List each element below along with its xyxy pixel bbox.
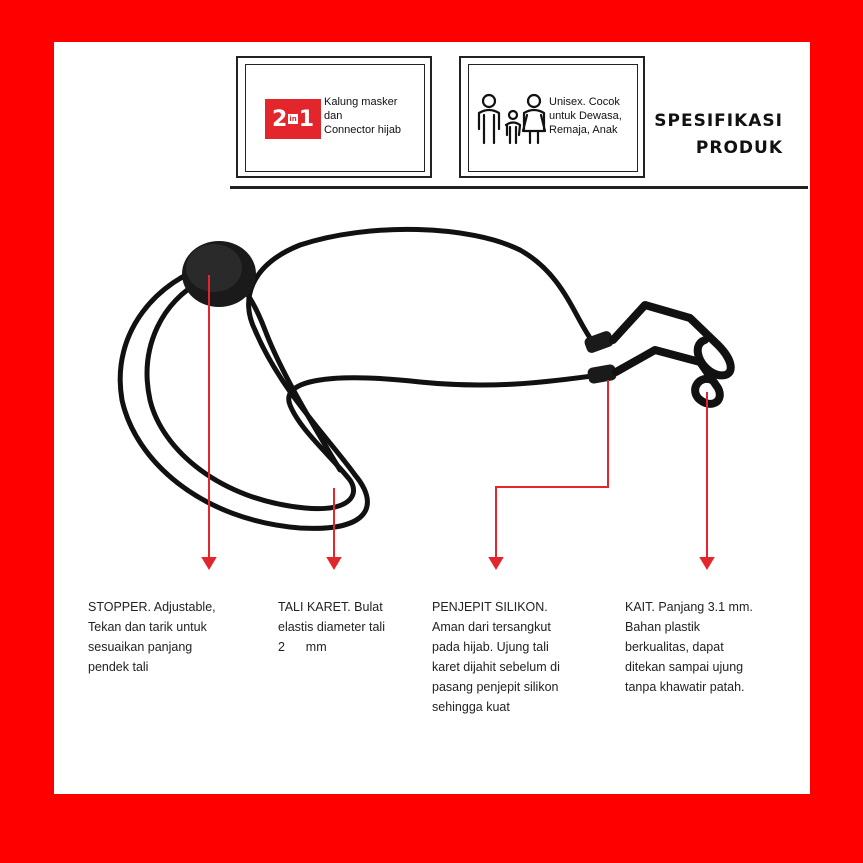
hooks bbox=[613, 305, 731, 404]
callout-tali-karet: TALI KARET. Bulat elastis diameter tali 2 mm bbox=[278, 600, 385, 654]
callout-penjepit-silikon: PENJEPIT SILIKON. Aman dari tersangkut pada hijab. Ujung tali karet dijahit sebelum di pasang penjepit silikon sehingga kuat bbox=[432, 600, 560, 714]
callout-kait: KAIT. Panjang 3.1 mm. Bahan plastik berkualitas, dapat ditekan sampai ujung tanpa khawatir patah. bbox=[625, 600, 753, 694]
page-title: SPESIFIKASI PRODUK bbox=[654, 111, 783, 158]
feature2-text: Unisex. Cocok untuk Dewasa, Remaja, Anak bbox=[549, 96, 622, 136]
callout-stopper: STOPPER. Adjustable, Tekan dan tarik untuk sesuaikan panjang pendek tali bbox=[88, 600, 216, 674]
2in1-badge: 2 in 1 bbox=[265, 99, 321, 139]
feature1-text: Kalung masker dan Connector hijab bbox=[324, 96, 402, 136]
cord-inner bbox=[147, 282, 600, 509]
